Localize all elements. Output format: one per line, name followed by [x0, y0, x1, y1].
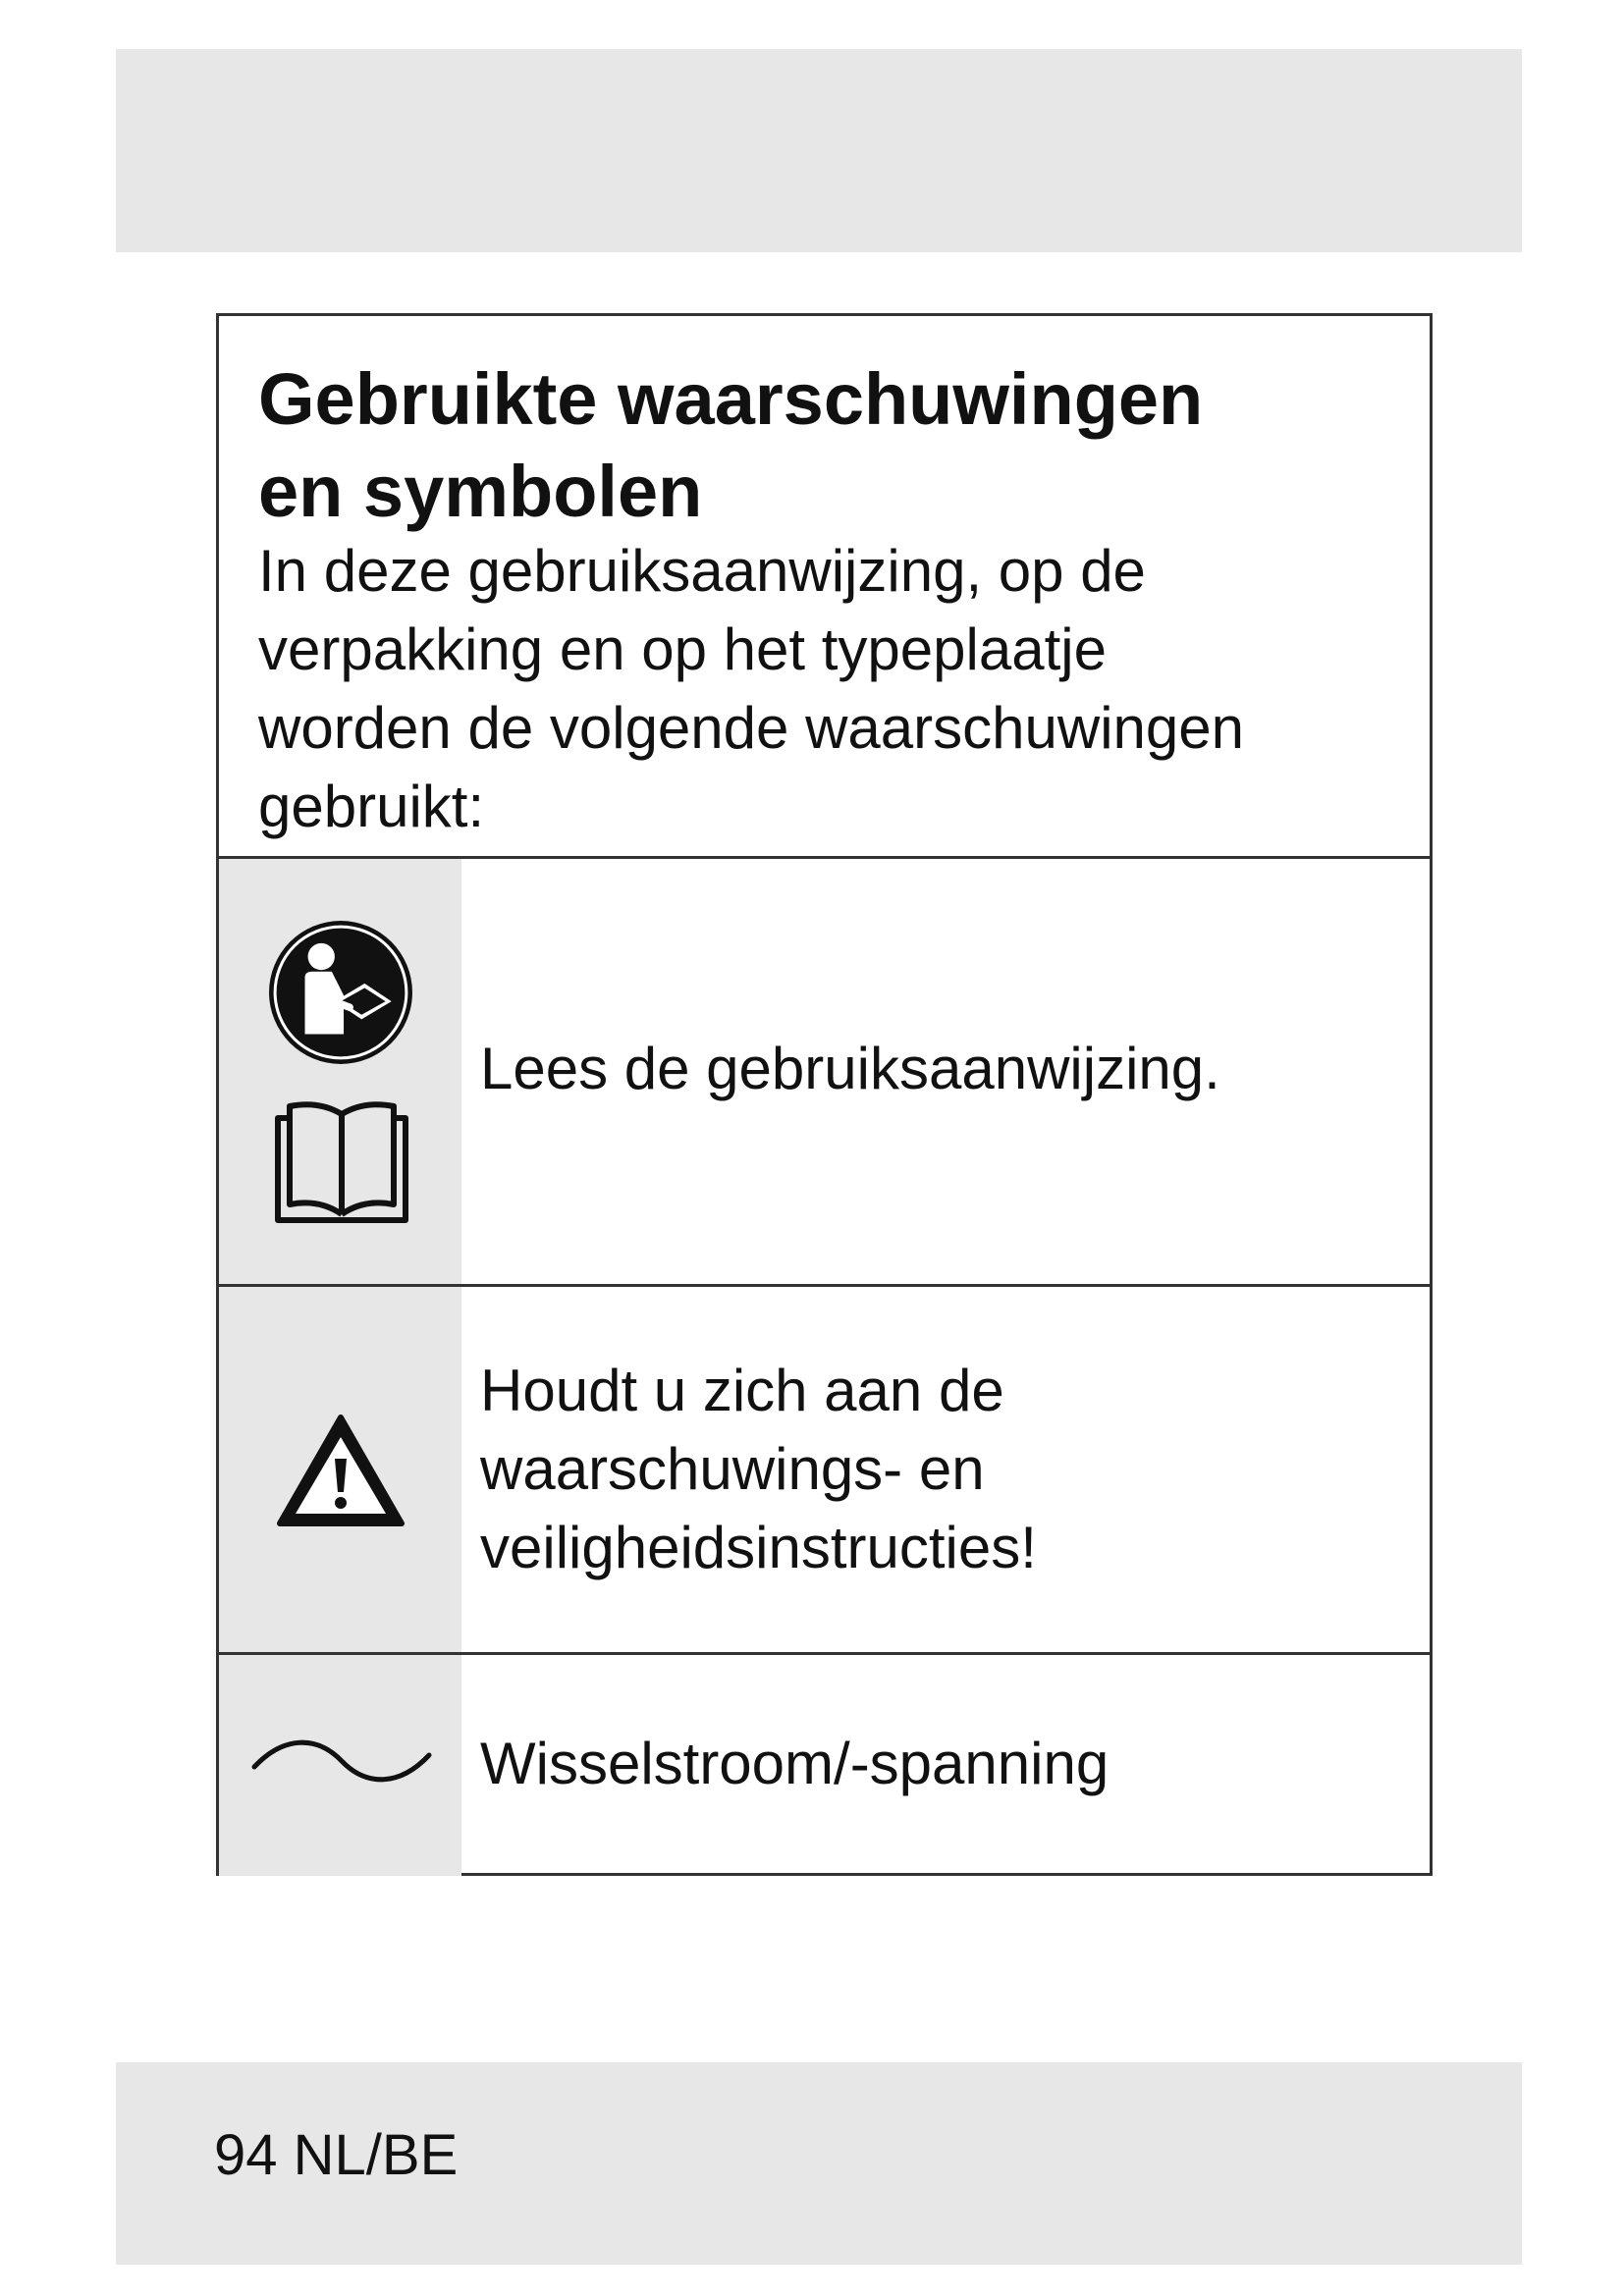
alternating-current-icon [248, 1732, 435, 1790]
page-number: 94 NL/BE [214, 2123, 459, 2187]
symbol-icon-cell [219, 859, 461, 1284]
intro-paragraph [258, 532, 1390, 846]
symbol-description-line-1: Lees de gebruiksaanwijzing. [480, 1035, 1220, 1101]
symbol-row-alternating-current [219, 1655, 1430, 1876]
symbols-table [216, 313, 1433, 1876]
read-manual-icon [266, 918, 415, 1067]
symbol-icon-cell [219, 1287, 461, 1652]
section-title-line-2: en symbolen [258, 451, 703, 532]
intro-section [219, 316, 1430, 859]
symbol-row-read-manual [219, 859, 1430, 1287]
section-title [258, 353, 1390, 538]
symbol-description-line-1: Houdt u zich aan de [480, 1358, 1004, 1423]
intro-line-1: In deze gebruiksaanwijzing, op de [258, 538, 1146, 604]
header-band [116, 49, 1522, 252]
intro-line-2: verpakking en op het typeplaatje [258, 616, 1107, 682]
intro-line-4: gebruikt: [258, 774, 485, 839]
symbol-description-line-1: Wisselstroom/-spanning [480, 1730, 1110, 1796]
intro-line-3: worden de volgende waarschuwingen [258, 695, 1245, 761]
symbol-description [480, 1655, 1410, 1876]
symbol-icon-cell [219, 1655, 461, 1876]
symbol-row-warning [219, 1287, 1430, 1655]
symbol-description-line-2: waarschuwings- en [480, 1436, 985, 1502]
warning-triangle-icon [272, 1410, 409, 1531]
symbol-description [480, 1287, 1410, 1652]
section-title-line-1: Gebruikte waarschuwingen [258, 358, 1204, 440]
open-book-icon [264, 1096, 419, 1226]
symbol-description-line-3: veiligheidsinstructies! [480, 1515, 1037, 1580]
symbol-description [480, 859, 1410, 1284]
footer-band [116, 2062, 1522, 2265]
